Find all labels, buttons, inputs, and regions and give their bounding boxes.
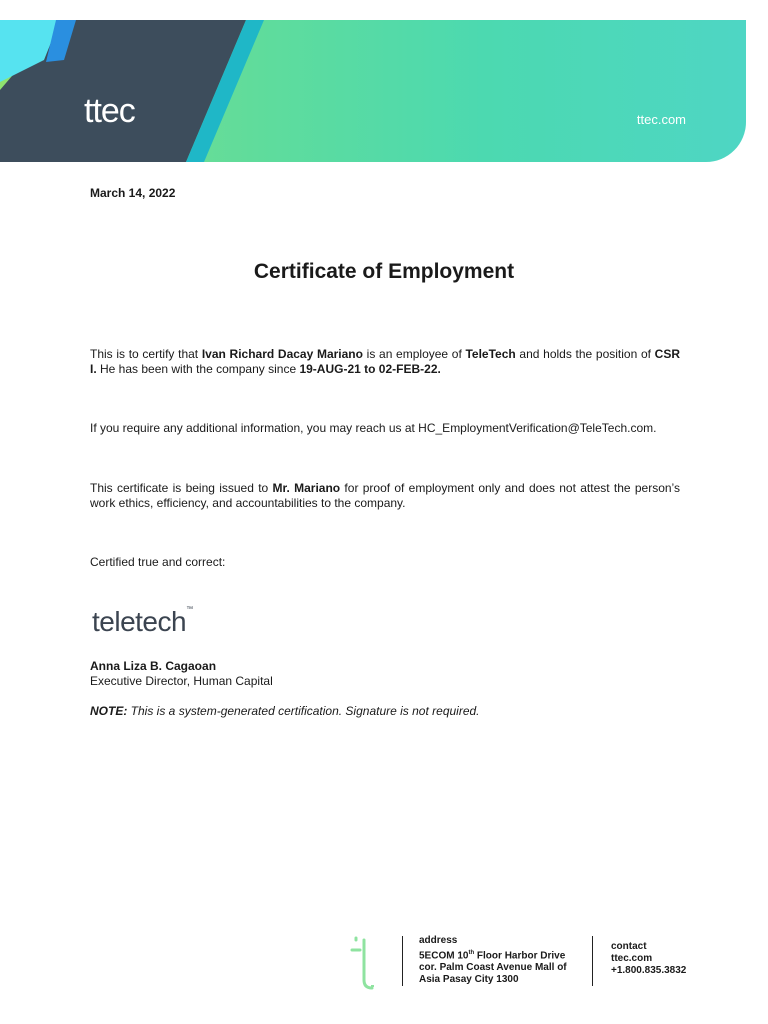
teletech-logo-text: teletech <box>92 606 187 637</box>
contact-phone[interactable]: +1.800.835.3832 <box>611 965 687 976</box>
letter-date: March 14, 2022 <box>90 186 176 200</box>
note-text: This is a system-generated certification. Signature is not required. <box>127 704 480 718</box>
address-line-2: cor. Palm Coast Avenue Mall of <box>419 962 567 974</box>
signatory-name: Anna Liza B. Cagaoan <box>90 659 217 673</box>
text: for proof of employment only and does not attest the person’s work ethics, efficiency, and accountabilities to the company. <box>90 481 680 510</box>
banner-dark-shape <box>0 20 746 162</box>
paragraph-certify <box>90 347 680 377</box>
teletech-logo <box>92 606 193 638</box>
footer-contact <box>611 941 686 977</box>
employee-salutation: Mr. Mariano <box>272 481 341 495</box>
paragraph-purpose <box>90 481 680 511</box>
system-note <box>90 704 480 718</box>
ttec-logo: ttec <box>84 92 135 130</box>
contact-label: contact <box>611 941 647 952</box>
text: He has been with the company since <box>96 362 300 376</box>
address-line-3: Asia Pasay City 1300 <box>419 974 519 986</box>
footer-divider <box>592 936 593 986</box>
position: CSR I. <box>90 347 680 376</box>
letter-title: Certificate of Employment <box>253 260 515 283</box>
trademark-icon: ™ <box>186 606 193 613</box>
footer-divider <box>402 936 403 986</box>
header-url[interactable]: ttec.com <box>636 112 686 127</box>
address-line-1: 5ECOM 10th Floor Harbor Drive <box>419 950 566 962</box>
company-name: TeleTech <box>465 347 516 361</box>
text: This certificate is being issued to <box>90 481 273 495</box>
address-label: address <box>419 935 458 946</box>
note-label: NOTE: <box>90 704 128 718</box>
paragraph-certified: Certified true and correct: <box>90 555 226 569</box>
header-banner <box>0 20 746 162</box>
employment-period: 19-AUG-21 to 02-FEB-22. <box>299 362 441 376</box>
employee-name: Ivan Richard Dacay Mariano <box>201 347 363 361</box>
text: and holds the position of <box>515 347 655 361</box>
text: This is to certify that <box>90 347 202 361</box>
contact-site[interactable]: ttec.com <box>611 953 653 964</box>
text: is an employee of <box>362 347 466 361</box>
paragraph-contact: If you require any additional information, you may reach us at HC_EmploymentVerification@TeleTech.com. <box>90 421 657 435</box>
footer-address <box>419 935 584 986</box>
signatory-title: Executive Director, Human Capital <box>90 674 273 688</box>
footer-t-logo-icon <box>350 936 376 992</box>
